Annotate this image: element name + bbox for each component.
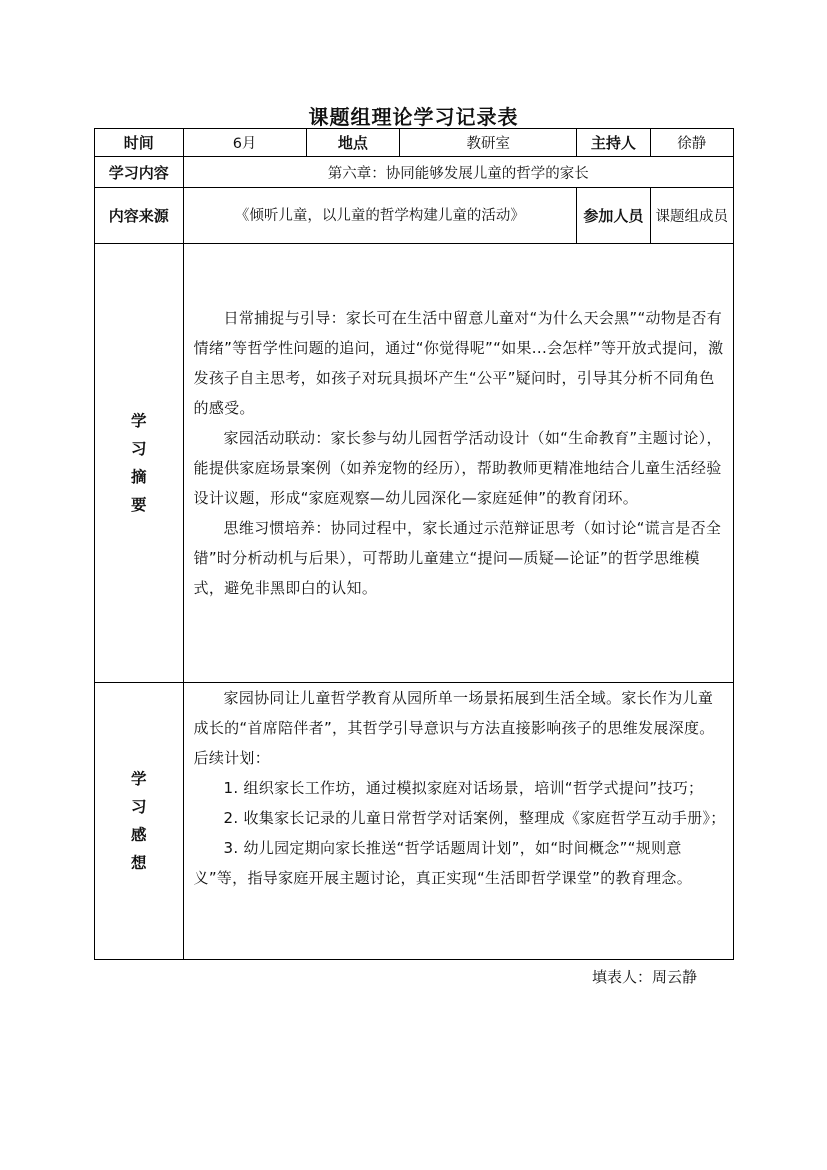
time-value: 6月	[183, 129, 306, 157]
reflection-label-char: 想	[131, 854, 147, 872]
abstract-paragraph: 思维习惯培养：协同过程中，家长通过示范辩证思考（如讨论“谎言是否全错”时分析动机与后果），可帮助儿童建立“提问—质疑—论证”的哲学思维模式，避免非黑即白的认知。	[193, 519, 722, 597]
abstract-label-char: 学	[131, 412, 147, 430]
form-filler: 填表人：周云静	[592, 968, 698, 986]
content-label: 学习内容	[95, 157, 184, 188]
header-row	[95, 129, 734, 157]
content-value: 第六章：协同能够发展儿童的哲学的家长	[183, 157, 733, 188]
page-title: 课题组理论学习记录表	[308, 105, 519, 129]
reflection-label-char: 感	[131, 826, 147, 844]
content-row	[95, 157, 734, 188]
reflection-plan-item: 1. 组织家长工作坊，通过模拟家庭对话场景，培训“哲学式提问”技巧；	[223, 779, 704, 797]
abstract-label	[95, 244, 184, 683]
source-label: 内容来源	[95, 188, 184, 244]
abstract-paragraph: 日常捕捉与引导：家长可在生活中留意儿童对“为什么天会黑”“动物是否有情绪”等哲学性问题的追问，通过“你觉得呢”“如果...会怎样”等开放式提问，激发孩子自主思考，如孩子对玩具损坏产生“公平”疑问时，引导其分析不同角色的感受。	[193, 309, 724, 417]
source-value: 《倾听儿童，以儿童的哲学构建儿童的活动》	[183, 188, 577, 244]
place-value: 教研室	[400, 129, 577, 157]
participants-value: 课题组成员	[650, 188, 733, 244]
abstract-paragraph: 家园活动联动：家长参与幼儿园哲学活动设计（如“生命教育”主题讨论），能提供家庭场景案例（如养宠物的经历），帮助教师更精准地结合儿童生活经验设计议题，形成“家庭观察—幼儿园深化—家庭延伸”的教育闭环。	[193, 429, 722, 507]
host-value: 徐静	[650, 129, 733, 157]
source-row	[95, 188, 734, 244]
abstract-label-char: 要	[131, 496, 147, 514]
reflection-row	[95, 683, 734, 960]
study-record-table	[94, 128, 734, 960]
reflection-label-char: 学	[131, 770, 147, 788]
abstract-content	[183, 244, 733, 683]
reflection-paragraph: 家园协同让儿童哲学教育从园所单一场景拓展到生活全域。家长作为儿童成长的“首席陪伴者”，其哲学引导意识与方法直接影响孩子的思维发展深度。后续计划：	[193, 689, 715, 767]
host-label: 主持人	[577, 129, 650, 157]
participants-label: 参加人员	[577, 188, 650, 244]
reflection-label	[95, 683, 184, 960]
reflection-content	[183, 683, 733, 960]
abstract-row	[95, 244, 734, 683]
reflection-plan-item: 2. 收集家长记录的儿童日常哲学对话案例，整理成《家庭哲学互动手册》；	[223, 809, 726, 827]
time-label: 时间	[95, 129, 184, 157]
reflection-plan-item: 3. 幼儿园定期向家长推送“哲学话题周计划”，如“时间概念”“规则意义”等，指导家庭开展主题讨论，真正实现“生活即哲学课堂”的教育理念。	[193, 839, 693, 887]
reflection-label-char: 习	[131, 798, 147, 816]
place-label: 地点	[306, 129, 400, 157]
abstract-label-char: 习	[131, 440, 147, 458]
abstract-label-char: 摘	[131, 468, 147, 486]
